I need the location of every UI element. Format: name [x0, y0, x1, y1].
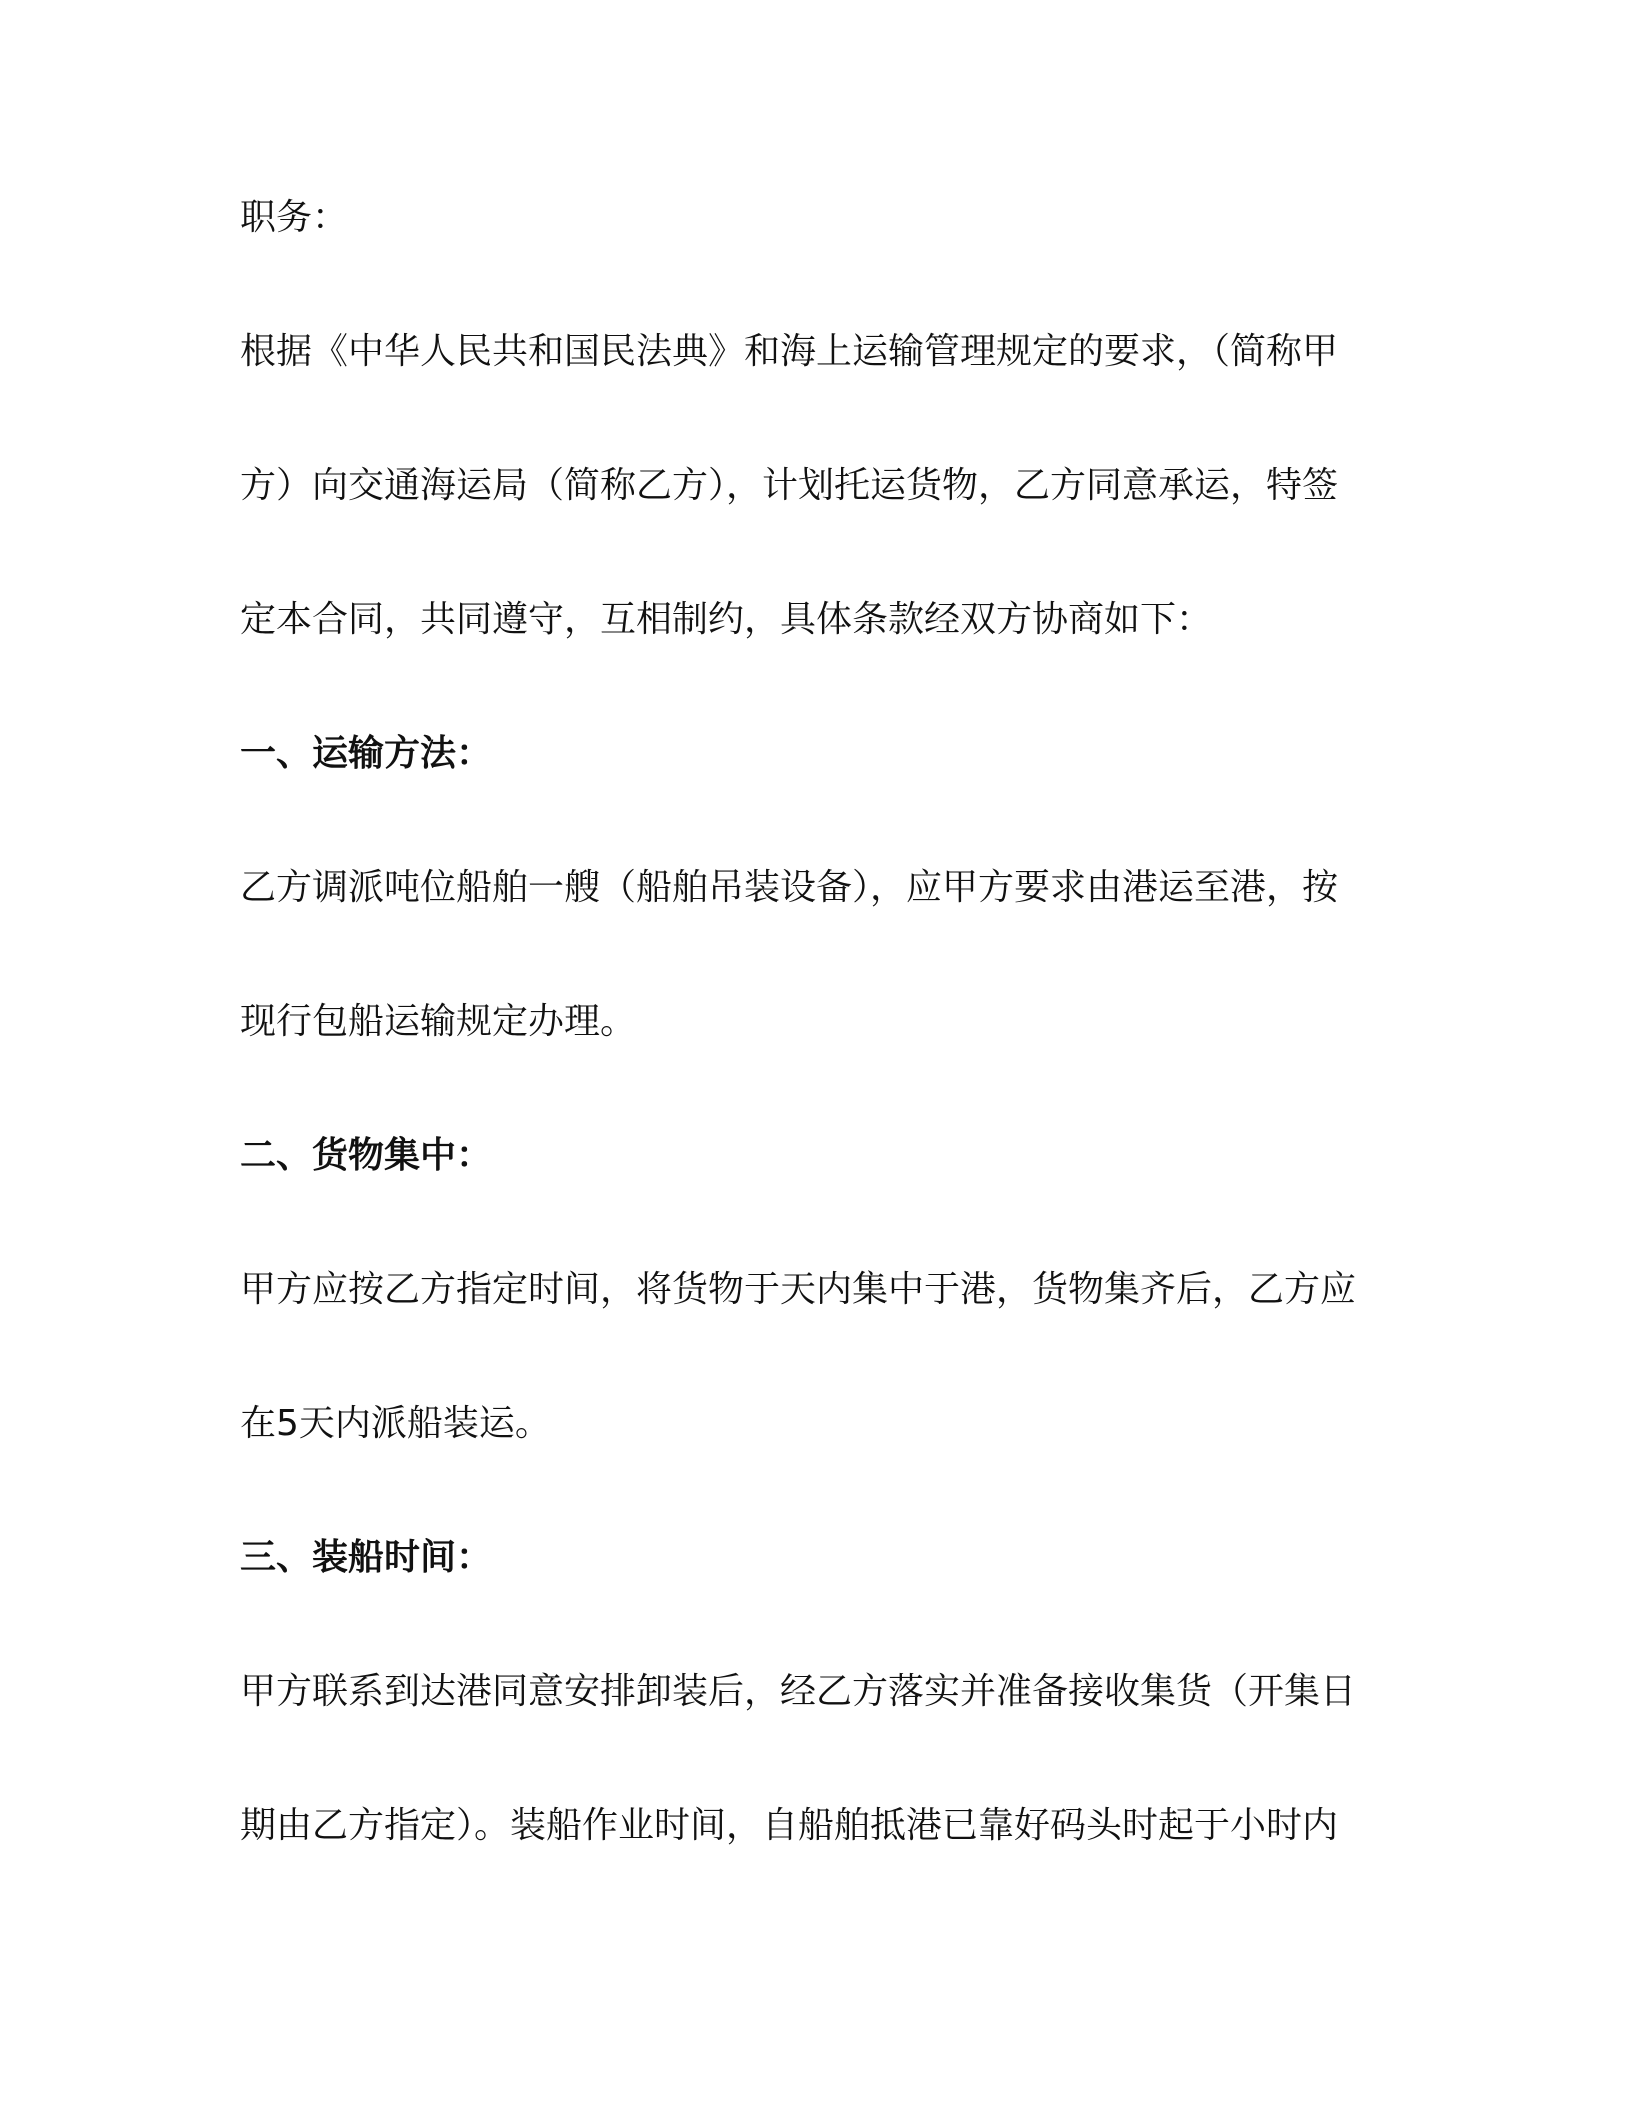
- section-heading-loading-time: 三、装船时间：: [240, 1537, 493, 1578]
- loading-time-line-1: 甲方联系到达港同意安排卸装后，经乙方落实并准备接收集货（开集日: [240, 1671, 1357, 1712]
- contract-preamble-line-3: 定本合同，共同遵守，互相制约，具体条款经双方协商如下：: [240, 599, 1213, 640]
- cargo-collection-line-1: 甲方应按乙方指定时间，将货物于天内集中于港，货物集齐后，乙方应: [240, 1269, 1357, 1310]
- position-label: 职务：: [240, 197, 349, 238]
- transport-method-line-1: 乙方调派吨位船舶一艘（船舶吊装设备），应甲方要求由港运至港，按: [240, 867, 1339, 908]
- section-heading-cargo-collection: 二、货物集中：: [240, 1135, 493, 1176]
- section-heading-transport-method: 一、运输方法：: [240, 733, 493, 774]
- contract-preamble-line-1: 根据《中华人民共和国民法典》和海上运输管理规定的要求，（简称甲: [240, 331, 1339, 372]
- loading-time-line-2: 期由乙方指定）。装船作业时间，自船舶抵港已靠好码头时起于小时内: [240, 1805, 1339, 1846]
- transport-method-line-2: 现行包船运输规定办理。: [240, 1001, 637, 1042]
- contract-preamble-line-2: 方）向交通海运局（简称乙方），计划托运货物，乙方同意承运，特签: [240, 465, 1339, 506]
- cargo-collection-line-2: 在5天内派船装运。: [240, 1403, 551, 1444]
